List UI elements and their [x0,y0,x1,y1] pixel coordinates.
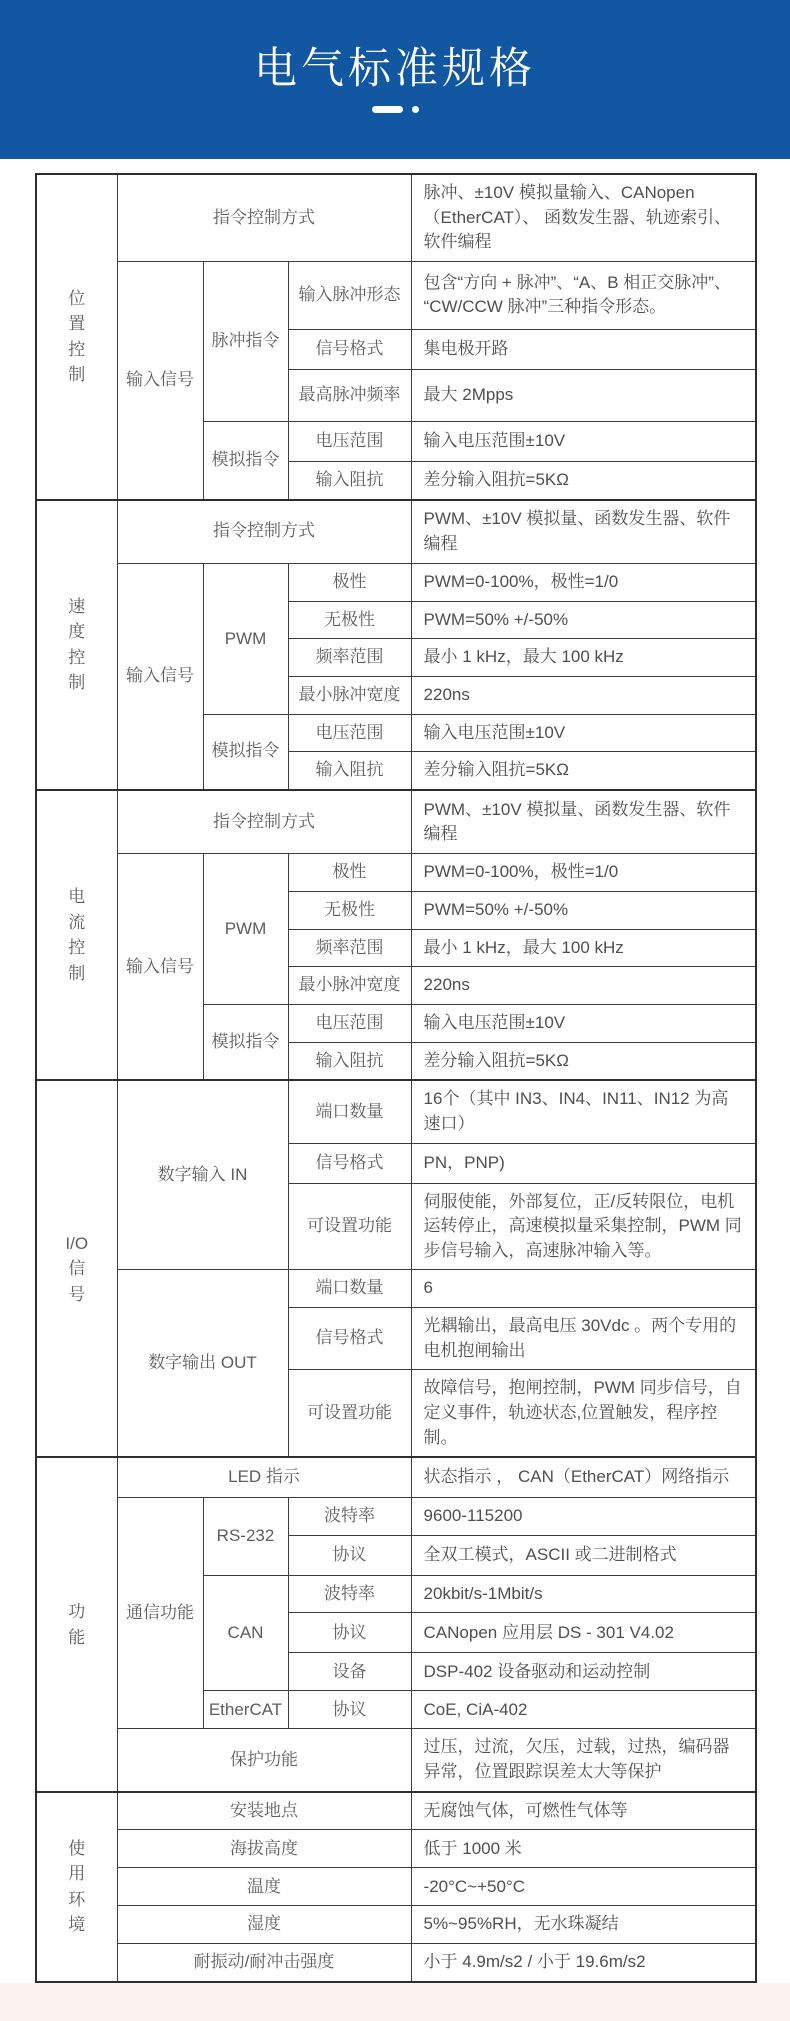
value-cell: 脉冲、±10V 模拟量输入、CANopen（EtherCAT）、 函数发生器、轨迹索引、软件编程 [411,174,756,261]
value-cell: PN，PNP) [411,1143,756,1183]
label-cell: 数字输出 OUT [117,1270,288,1457]
group-label-io-signal: I/O 信 号 [36,1080,117,1457]
label-cell: PWM [203,564,288,715]
label-cell: 输入信号 [117,854,203,1080]
value-cell: 小于 4.9m/s2 / 小于 19.6m/s2 [411,1944,756,1982]
table-row [36,1457,756,1497]
label-cell: 保护功能 [117,1729,411,1792]
value-cell: 220ns [411,967,756,1005]
value-cell: 最大 2Mpps [411,369,756,421]
label-cell: 输入信号 [117,261,203,499]
label-cell: 输入脉冲形态 [288,261,411,329]
label-cell: 可设置功能 [288,1370,411,1457]
label-cell: 极性 [288,564,411,602]
label-cell: 极性 [288,854,411,892]
spec-table-body [36,174,756,1982]
title-underline [372,106,419,113]
value-cell: PWM、±10V 模拟量、函数发生器、软件编程 [411,790,756,854]
label-cell: 输入阻抗 [288,1042,411,1080]
label-cell: 指令控制方式 [117,174,411,261]
table-row [36,1944,756,1982]
label-cell: 频率范围 [288,639,411,677]
table-row [36,174,756,261]
value-cell: 5%~95%RH，无水珠凝结 [411,1906,756,1944]
value-cell: CANopen 应用层 DS - 301 V4.02 [411,1613,756,1653]
group-label-environment: 使 用 环 境 [36,1792,117,1982]
label-cell: 湿度 [117,1906,411,1944]
value-cell: 20kbit/s-1Mbit/s [411,1575,756,1613]
table-row [36,564,756,602]
label-cell: LED 指示 [117,1457,411,1497]
label-cell: 协议 [288,1613,411,1653]
value-cell: 光耦输出，最高电压 30Vdc 。两个专用的电机抱闸输出 [411,1308,756,1370]
label-cell: 端口数量 [288,1270,411,1308]
spec-table-container [35,173,790,1983]
label-cell: 输入信号 [117,564,203,790]
label-cell: 电压范围 [288,714,411,752]
label-cell: PWM [203,854,288,1005]
label-cell: 波特率 [288,1497,411,1535]
label-cell: 电压范围 [288,421,411,461]
label-cell: 输入阻抗 [288,461,411,499]
table-row [36,1497,756,1535]
table-row [36,1792,756,1830]
value-cell: 9600-115200 [411,1497,756,1535]
label-cell: 模拟指令 [203,714,288,790]
label-cell: 指令控制方式 [117,500,411,564]
group-label-function: 功 能 [36,1457,117,1791]
label-cell: RS-232 [203,1497,288,1575]
group-label-position-control: 位 置 控 制 [36,174,117,500]
dot-decoration-icon [412,106,419,113]
value-cell: 过压，过流，欠压，过载，过热，编码器异常，位置跟踪误差太大等保护 [411,1729,756,1792]
label-cell: 脉冲指令 [203,261,288,421]
label-cell: 信号格式 [288,329,411,369]
value-cell: 差分输入阻抗=5KΩ [411,461,756,499]
label-cell: 输入阻抗 [288,752,411,790]
value-cell: DSP-402 设备驱动和运动控制 [411,1653,756,1691]
label-cell: 数字输入 IN [117,1080,288,1270]
value-cell: 低于 1000 米 [411,1830,756,1868]
table-row [36,854,756,892]
header-banner [0,0,790,159]
label-cell: 耐振动/耐冲击强度 [117,1944,411,1982]
label-cell: 无极性 [288,601,411,639]
value-cell: PWM=50% +/-50% [411,892,756,930]
label-cell: 电压范围 [288,1004,411,1042]
label-cell: 端口数量 [288,1080,411,1143]
value-cell: 差分输入阻抗=5KΩ [411,752,756,790]
value-cell: PWM=0-100%，极性=1/0 [411,854,756,892]
label-cell: 通信功能 [117,1497,203,1729]
spec-table [35,173,757,1983]
value-cell: 输入电压范围±10V [411,421,756,461]
value-cell: 伺服使能，外部复位，正/反转限位，电机运转停止，高速模拟量采集控制，PWM 同步信号输入，高速脉冲输入等。 [411,1183,756,1270]
value-cell: 最小 1 kHz，最大 100 kHz [411,639,756,677]
table-row [36,500,756,564]
group-label-speed-control: 速 度 控 制 [36,500,117,790]
value-cell: PWM、±10V 模拟量、函数发生器、软件编程 [411,500,756,564]
bottom-band [0,1983,790,2021]
table-row [36,790,756,854]
table-row [36,261,756,329]
label-cell: 指令控制方式 [117,790,411,854]
value-cell: 16个（其中 IN3、IN4、IN11、IN12 为高速口） [411,1080,756,1143]
label-cell: 海拔高度 [117,1830,411,1868]
label-cell: 模拟指令 [203,421,288,499]
label-cell: 可设置功能 [288,1183,411,1270]
label-cell: 协议 [288,1535,411,1575]
table-row [36,1270,756,1308]
value-cell: 故障信号，抱闸控制，PWM 同步信号，自定义事件，轨迹状态,位置触发，程序控制。 [411,1370,756,1457]
label-cell: 协议 [288,1691,411,1729]
label-cell: 模拟指令 [203,1004,288,1080]
label-cell: EtherCAT [203,1691,288,1729]
value-cell: 输入电压范围±10V [411,714,756,752]
table-row [36,1868,756,1906]
value-cell: 最小 1 kHz，最大 100 kHz [411,929,756,967]
label-cell: 温度 [117,1868,411,1906]
dash-decoration-icon [372,106,403,113]
value-cell: PWM=50% +/-50% [411,601,756,639]
value-cell: -20°C~+50°C [411,1868,756,1906]
value-cell: PWM=0-100%，极性=1/0 [411,564,756,602]
value-cell: 输入电压范围±10V [411,1004,756,1042]
value-cell: CoE, CiA-402 [411,1691,756,1729]
label-cell: 无极性 [288,892,411,930]
value-cell: 无腐蚀气体，可燃性气体等 [411,1792,756,1830]
value-cell: 全双工模式，ASCII 或二进制格式 [411,1535,756,1575]
table-row [36,1080,756,1143]
value-cell: 状态指示 ， CAN（EtherCAT）网络指示 [411,1457,756,1497]
label-cell: 最高脉冲频率 [288,369,411,421]
label-cell: 信号格式 [288,1308,411,1370]
label-cell: 频率范围 [288,929,411,967]
label-cell: 信号格式 [288,1143,411,1183]
value-cell: 220ns [411,676,756,714]
group-label-current-control: 电 流 控 制 [36,790,117,1080]
value-cell: 集电极开路 [411,329,756,369]
label-cell: 波特率 [288,1575,411,1613]
label-cell: 安装地点 [117,1792,411,1830]
table-row [36,1906,756,1944]
value-cell: 差分输入阻抗=5KΩ [411,1042,756,1080]
value-cell: 6 [411,1270,756,1308]
label-cell: 设备 [288,1653,411,1691]
table-row [36,1830,756,1868]
label-cell: 最小脉冲宽度 [288,967,411,1005]
table-row [36,1729,756,1792]
label-cell: CAN [203,1575,288,1691]
label-cell: 最小脉冲宽度 [288,676,411,714]
page-title: 电气标准规格 [254,44,536,93]
value-cell: 包含“方向 + 脉冲”、“A、B 相正交脉冲”、“CW/CCW 脉冲”三种指令形态。 [411,261,756,329]
